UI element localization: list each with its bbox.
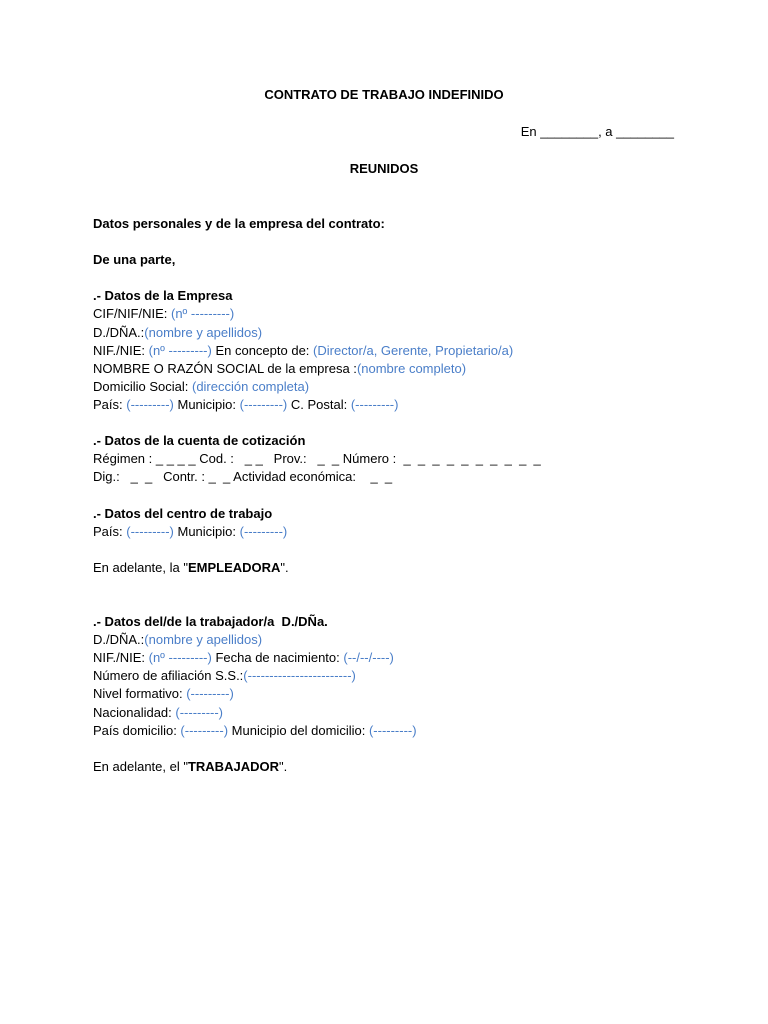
dona-label: D./DÑA.: <box>93 324 145 340</box>
trabajador-nacionalidad-line <box>93 704 713 722</box>
empresa-dona-line <box>93 324 713 342</box>
domicilio-label: Domicilio Social: <box>93 378 192 394</box>
trab-pais-label: País domicilio: <box>93 722 181 738</box>
reunidos-heading: REUNIDOS <box>349 161 419 176</box>
empleadora-prefix: En adelante, la " <box>93 559 188 575</box>
empleadora-bold: EMPLEADORA <box>187 559 281 575</box>
municipio-label: Municipio: <box>173 396 240 412</box>
concepto-placeholder: (Director/a, Gerente, Propietario/a) <box>313 342 514 358</box>
nacimiento-label: Fecha de nacimiento: <box>211 650 344 666</box>
pais-label: País: <box>93 396 127 412</box>
empleadora-line <box>93 559 713 577</box>
trabajador-nif-line <box>93 649 713 667</box>
cif-placeholder: (nº ---------) <box>171 306 235 322</box>
empresa-cif-line <box>93 305 713 323</box>
trab-nif-label: NIF./NIE: <box>93 650 149 666</box>
centro-heading: .- Datos del centro de trabajo <box>93 505 273 521</box>
document-body <box>93 215 713 776</box>
trabajador-nivel-line <box>93 685 713 703</box>
domicilio-placeholder: (dirección completa) <box>191 378 310 394</box>
nivel-placeholder: (---------) <box>186 686 234 702</box>
centro-municipio-label: Municipio: <box>173 523 240 539</box>
trabajador-closing-line <box>93 758 713 776</box>
afiliacion-placeholder: (------------------------) <box>243 668 356 684</box>
cotizacion-regimen-line: Régimen : _ _ _ _ Cod. : _ _ Prov.: _ _ Número : _ _ _ _ _ _ _ _ _ _ <box>93 451 541 467</box>
centro-pais-line <box>93 523 713 541</box>
empresa-razon-line <box>93 360 713 378</box>
dona-placeholder: (nombre y apellidos) <box>144 324 263 340</box>
cif-label: CIF/NIF/NIE: <box>93 306 171 322</box>
razon-placeholder: (nombre completo) <box>356 360 467 376</box>
nacionalidad-label: Nacionalidad: <box>93 704 176 720</box>
empresa-pais-line <box>93 396 713 414</box>
razon-label: NOMBRE O RAZÓN SOCIAL de la empresa : <box>93 360 357 376</box>
trabajador-suffix: ". <box>278 758 288 774</box>
dateline: En ________, a ________ <box>520 124 674 139</box>
cotizacion-heading: .- Datos de la cuenta de cotización <box>93 433 306 449</box>
pais-placeholder: (---------) <box>126 396 174 412</box>
nif-label: NIF./NIE: <box>93 342 149 358</box>
trab-municipio-placeholder: (---------) <box>368 722 417 738</box>
centro-municipio-placeholder: (---------) <box>239 523 288 539</box>
nacimiento-placeholder: (--/--/----) <box>343 650 394 666</box>
document-title: CONTRATO DE TRABAJO INDEFINIDO <box>264 87 504 102</box>
afiliacion-label: Número de afiliación S.S.: <box>93 668 244 684</box>
centro-pais-placeholder: (---------) <box>126 523 174 539</box>
cp-label: C. Postal: <box>287 396 351 412</box>
nacionalidad-placeholder: (---------) <box>175 704 224 720</box>
empresa-heading: .- Datos de la Empresa <box>93 288 233 304</box>
empleadora-suffix: ". <box>280 559 289 575</box>
trabajador-pais-line <box>93 722 713 740</box>
trabajador-prefix: En adelante, el " <box>93 758 188 774</box>
trabajador-heading: .- Datos del/de la trabajador/a D./DÑa. <box>93 614 328 630</box>
empresa-domicilio-line <box>93 378 713 396</box>
de-una-parte: De una parte, <box>93 252 176 268</box>
nif-placeholder: (nº ---------) <box>148 342 212 358</box>
cotizacion-dig-line: Dig.: _ _ Contr. : _ _ Actividad económica: _ _ <box>93 469 393 485</box>
trab-nif-placeholder: (nº ---------) <box>148 650 212 666</box>
centro-pais-label: País: <box>93 523 127 539</box>
trab-dona-label: D./DÑA.: <box>93 632 145 648</box>
trab-pais-placeholder: (---------) <box>180 722 229 738</box>
empresa-nif-line <box>93 342 713 360</box>
trabajador-dona-line <box>93 631 713 649</box>
trabajador-bold: TRABAJADOR <box>187 758 279 774</box>
trab-dona-placeholder: (nombre y apellidos) <box>144 632 263 648</box>
concepto-label: En concepto de: <box>211 342 314 358</box>
nivel-label: Nivel formativo: <box>93 686 187 702</box>
intro-heading: Datos personales y de la empresa del contrato: <box>93 216 385 231</box>
cp-placeholder: (---------) <box>350 396 399 412</box>
trab-municipio-label: Municipio del domicilio: <box>228 722 369 738</box>
municipio-placeholder: (---------) <box>239 396 288 412</box>
trabajador-afiliacion-line <box>93 667 713 685</box>
